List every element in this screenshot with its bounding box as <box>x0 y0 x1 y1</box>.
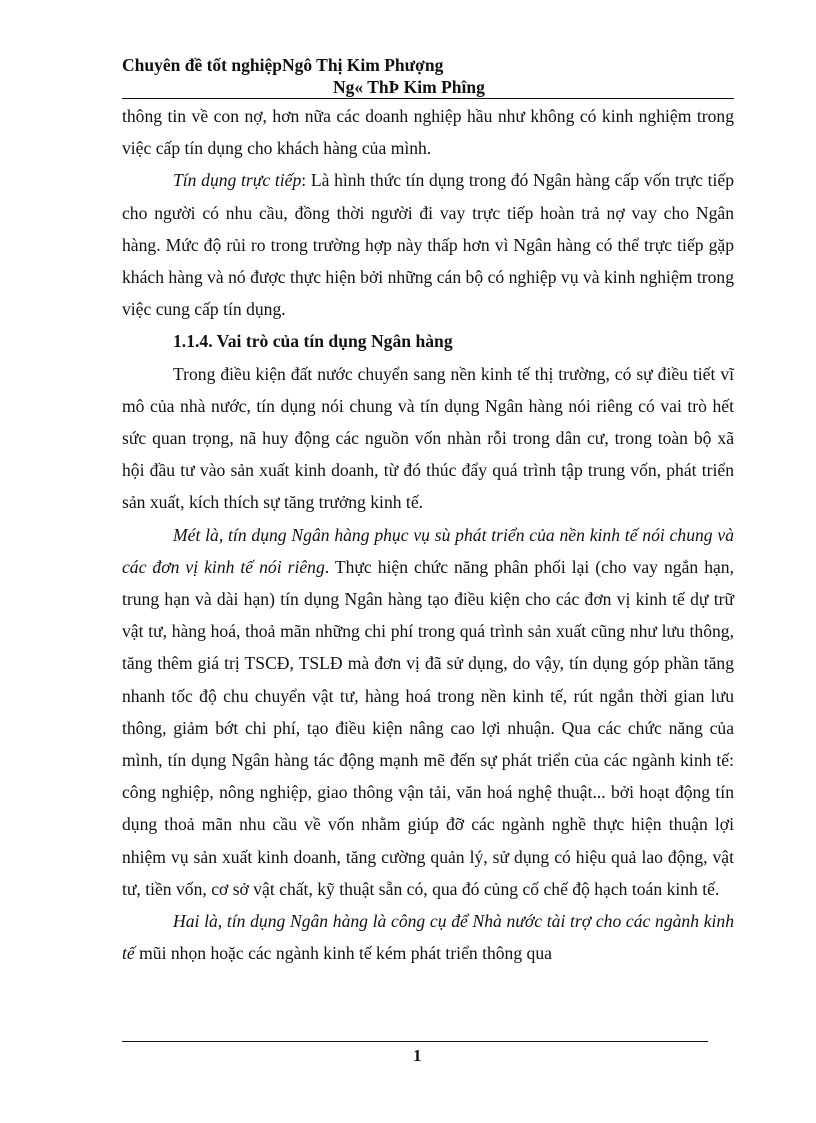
section-heading: 1.1.4. Vai trò của tín dụng Ngân hàng <box>173 331 453 352</box>
header-author: Ng« ThÞ Kim Phîng <box>333 77 485 97</box>
header-title: Chuyên đề tốt nghiệpNgô Thị Kim Phượng <box>122 55 444 75</box>
paragraph-text: mũi nhọn hoặc các ngành kinh tế kém phát triển thông qua <box>134 943 552 964</box>
page-number: 1 <box>413 1046 422 1065</box>
italic-term: Tín dụng trực tiếp <box>173 170 302 191</box>
italic-term: Hai là, tín dụng Ngân hàng là công cụ để Nhà nước tài trợ cho các ngành kinh tế <box>122 911 734 964</box>
page-header <box>122 54 734 98</box>
paragraph <box>122 164 734 325</box>
document-body <box>122 100 734 969</box>
paragraph-text: : Là hình thức tín dụng trong đó Ngân hàng cấp vốn trực tiếp cho người có nhu cầu, đồng thời người đi vay trực tiếp hoàn trả nợ vay cho Ngân hàng. Mức độ rủi ro trong trường hợp này thấp hơn vì Ngân hàng có thể trực tiếp gặp khách hàng và nó được thực hiện bởi những cán bộ có nghiệp vụ và kinh nghiệm trong việc cung cấp tín dụng. <box>122 170 735 320</box>
paragraph: Trong điều kiện đất nước chuyển sang nền kinh tế thị trường, có sự điều tiết vĩ mô của nhà nước, tín dụng nói chung và tín dụng Ngân hàng nói riêng có vai trò hết sức quan trọng, nã huy động các nguồn vốn nhàn rỗi trong dân cư, trong toàn bộ xã hội đầu tư vào sản xuất kinh doanh, từ đó thúc đẩy quá trình tập trung vốn, phát triển sản xuất, kích thích sự tăng trưởng kinh tế. <box>122 363 734 513</box>
footer-rule <box>122 1041 708 1042</box>
italic-term: Mét là, tín dụng Ngân hàng phục vụ sù phát triển của nền kinh tế nói chung và các đơn vị kinh tế nói riêng <box>122 524 734 577</box>
paragraph-text: . Thực hiện chức năng phân phối lại (cho vay ngắn hạn, trung hạn và dài hạn) tín dụng Ngân hàng tạo điều kiện cho các đơn vị kinh tế dự trữ vật tư, hàng hoá, thoả mãn những chi phí trong quá trình sản xuất cũng như lưu thông, tăng thêm giá trị TSCĐ, TSLĐ mà đơn vị đã sử dụng, do vậy, tín dụng góp phần tăng nhanh tốc độ chu chuyển vật tư, hàng hoá trong nền kinh tế, rút ngắn thời gian lưu thông, giảm bớt chi phí, tạo điều kiện nâng cao lợi nhuận. Qua các chức năng của mình, tín dụng Ngân hàng tác động mạnh mẽ đến sự phát triển của các ngành kinh tế: công nghiệp, nông nghiệp, giao thông vận tải, văn hoá nghệ thuật... bởi hoạt động tín dụng thoả mãn nhu cầu về vốn nhằm giúp đỡ các ngành nghề thực hiện thuận lợi nhiệm vụ sản xuất kinh doanh, tăng cường quản lý, sử dụng có hiệu quả lao động, vật tư, tiền vốn, cơ sở vật chất, kỹ thuật sẵn có, qua đó củng cố chế độ hạch toán kinh tế. <box>122 556 734 899</box>
paragraph <box>122 905 734 969</box>
paragraph: thông tin về con nợ, hơn nữa các doanh nghiệp hầu như không có kinh nghiệm trong việc cấp tín dụng cho khách hàng của mình. <box>122 106 734 159</box>
header-rule <box>122 98 734 99</box>
paragraph <box>122 519 734 905</box>
